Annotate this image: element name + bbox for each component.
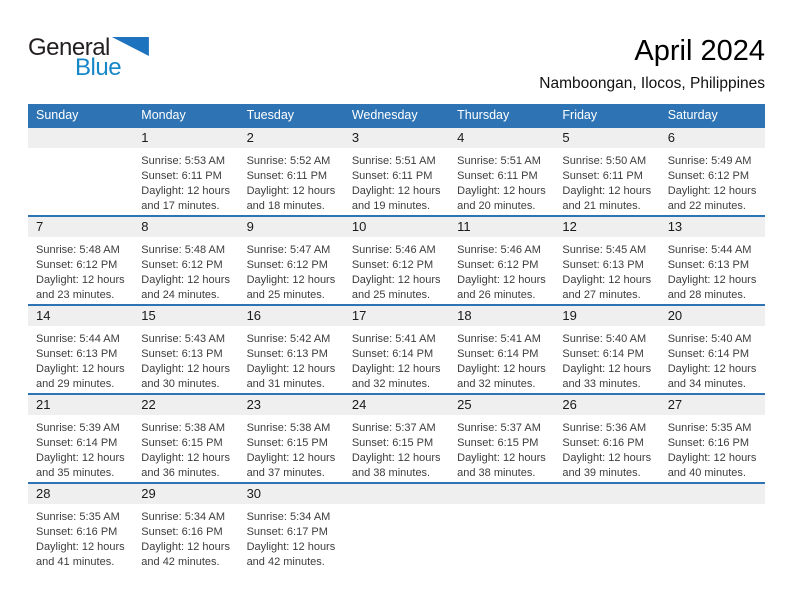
sunrise-text: Sunrise: 5:35 AM bbox=[36, 511, 120, 523]
day-cell-2 bbox=[239, 127, 344, 216]
daylight-text: Daylight: 12 hours bbox=[246, 452, 336, 464]
sunset-text: Sunset: 6:12 PM bbox=[667, 170, 750, 182]
week-row-2 bbox=[28, 216, 765, 305]
daylight-text-cont: and 21 minutes. bbox=[562, 200, 641, 212]
daylight-text: Daylight: 12 hours bbox=[457, 452, 546, 464]
day-number-7: 7 bbox=[28, 217, 133, 237]
empty-day-cell bbox=[449, 483, 554, 571]
sunrise-text: Sunrise: 5:40 AM bbox=[562, 333, 647, 345]
daylight-text: Daylight: 12 hours bbox=[36, 452, 125, 464]
sunrise-text: Sunrise: 5:37 AM bbox=[457, 422, 541, 434]
day-number-18: 18 bbox=[449, 306, 554, 326]
daylight-text-cont: and 36 minutes. bbox=[141, 467, 220, 479]
day-details-11 bbox=[449, 237, 554, 303]
day-cell-14 bbox=[28, 305, 133, 394]
empty-day-cell bbox=[554, 483, 659, 571]
day-number-8: 8 bbox=[133, 217, 238, 237]
daylight-text-cont: and 23 minutes. bbox=[36, 289, 115, 301]
daylight-text-cont: and 29 minutes. bbox=[36, 378, 115, 390]
sunset-text: Sunset: 6:15 PM bbox=[351, 437, 434, 449]
week-row-4 bbox=[28, 394, 765, 483]
day-cell-3 bbox=[344, 127, 449, 216]
day-number-21: 21 bbox=[28, 395, 133, 415]
day-header-friday: Friday bbox=[554, 104, 659, 127]
daylight-text: Daylight: 12 hours bbox=[667, 274, 757, 286]
sunset-text: Sunset: 6:12 PM bbox=[141, 259, 223, 271]
day-details-16 bbox=[239, 326, 344, 392]
day-details-1 bbox=[133, 148, 238, 214]
day-details-4 bbox=[449, 148, 554, 214]
day-of-week-row bbox=[28, 104, 765, 127]
daylight-text: Daylight: 12 hours bbox=[246, 363, 336, 375]
day-number-19: 19 bbox=[554, 306, 659, 326]
day-cell-24 bbox=[344, 394, 449, 483]
empty-band bbox=[28, 128, 133, 148]
daylight-text-cont: and 25 minutes. bbox=[246, 289, 325, 301]
daylight-text-cont: and 19 minutes. bbox=[351, 200, 431, 212]
day-header-wednesday: Wednesday bbox=[344, 104, 449, 127]
day-number-15: 15 bbox=[133, 306, 238, 326]
daylight-text: Daylight: 12 hours bbox=[351, 274, 441, 286]
empty-band bbox=[449, 484, 554, 504]
day-details-10 bbox=[344, 237, 449, 303]
daylight-text: Daylight: 12 hours bbox=[667, 185, 757, 197]
daylight-text: Daylight: 12 hours bbox=[141, 185, 230, 197]
general-blue-logo bbox=[28, 36, 149, 80]
sunset-text: Sunset: 6:11 PM bbox=[351, 170, 433, 182]
daylight-text-cont: and 39 minutes. bbox=[562, 467, 641, 479]
day-details-19 bbox=[554, 326, 659, 392]
sunrise-text: Sunrise: 5:35 AM bbox=[667, 422, 752, 434]
daylight-text: Daylight: 12 hours bbox=[457, 274, 546, 286]
day-details-30 bbox=[239, 504, 344, 570]
daylight-text-cont: and 27 minutes. bbox=[562, 289, 641, 301]
calendar-body bbox=[28, 127, 765, 571]
day-details-12 bbox=[554, 237, 659, 303]
empty-day-cell bbox=[28, 127, 133, 216]
daylight-text: Daylight: 12 hours bbox=[667, 452, 757, 464]
daylight-text-cont: and 37 minutes. bbox=[246, 467, 325, 479]
daylight-text-cont: and 33 minutes. bbox=[562, 378, 641, 390]
day-cell-1 bbox=[133, 127, 238, 216]
day-details-27 bbox=[660, 415, 765, 481]
daylight-text: Daylight: 12 hours bbox=[667, 363, 757, 375]
calendar-head bbox=[28, 104, 765, 127]
day-header-tuesday: Tuesday bbox=[239, 104, 344, 127]
daylight-text-cont: and 30 minutes. bbox=[141, 378, 220, 390]
week-row-3 bbox=[28, 305, 765, 394]
empty-day-cell bbox=[344, 483, 449, 571]
day-details-5 bbox=[554, 148, 659, 214]
daylight-text-cont: and 41 minutes. bbox=[36, 556, 115, 568]
day-cell-16 bbox=[239, 305, 344, 394]
sunset-text: Sunset: 6:16 PM bbox=[141, 526, 223, 538]
day-cell-6 bbox=[660, 127, 765, 216]
sunset-text: Sunset: 6:17 PM bbox=[246, 526, 328, 538]
daylight-text-cont: and 42 minutes. bbox=[141, 556, 220, 568]
sunset-text: Sunset: 6:14 PM bbox=[562, 348, 644, 360]
daylight-text: Daylight: 12 hours bbox=[141, 363, 230, 375]
day-cell-5 bbox=[554, 127, 659, 216]
day-number-6: 6 bbox=[660, 128, 765, 148]
day-number-25: 25 bbox=[449, 395, 554, 415]
sunset-text: Sunset: 6:13 PM bbox=[562, 259, 644, 271]
day-number-10: 10 bbox=[344, 217, 449, 237]
day-number-4: 4 bbox=[449, 128, 554, 148]
sunset-text: Sunset: 6:12 PM bbox=[246, 259, 328, 271]
day-details-29 bbox=[133, 504, 238, 570]
sunrise-text: Sunrise: 5:39 AM bbox=[36, 422, 120, 434]
day-number-9: 9 bbox=[239, 217, 344, 237]
day-details-17 bbox=[344, 326, 449, 392]
location-subtitle: Namboongan, Ilocos, Philippines bbox=[539, 74, 765, 92]
daylight-text-cont: and 32 minutes. bbox=[351, 378, 431, 390]
day-details-26 bbox=[554, 415, 659, 481]
daylight-text: Daylight: 12 hours bbox=[246, 185, 336, 197]
day-number-28: 28 bbox=[28, 484, 133, 504]
day-details-18 bbox=[449, 326, 554, 392]
daylight-text-cont: and 38 minutes. bbox=[457, 467, 536, 479]
day-details-21 bbox=[28, 415, 133, 481]
day-cell-28 bbox=[28, 483, 133, 571]
sunset-text: Sunset: 6:13 PM bbox=[141, 348, 223, 360]
empty-band bbox=[660, 484, 765, 504]
page-header bbox=[28, 36, 765, 93]
daylight-text: Daylight: 12 hours bbox=[457, 185, 546, 197]
day-cell-26 bbox=[554, 394, 659, 483]
day-number-26: 26 bbox=[554, 395, 659, 415]
day-number-27: 27 bbox=[660, 395, 765, 415]
sunrise-text: Sunrise: 5:48 AM bbox=[36, 244, 120, 256]
day-cell-18 bbox=[449, 305, 554, 394]
day-details-7 bbox=[28, 237, 133, 303]
day-number-22: 22 bbox=[133, 395, 238, 415]
day-details-22 bbox=[133, 415, 238, 481]
day-number-1: 1 bbox=[133, 128, 238, 148]
sunset-text: Sunset: 6:16 PM bbox=[36, 526, 118, 538]
day-cell-4 bbox=[449, 127, 554, 216]
sunset-text: Sunset: 6:14 PM bbox=[667, 348, 750, 360]
daylight-text: Daylight: 12 hours bbox=[36, 363, 125, 375]
day-details-2 bbox=[239, 148, 344, 214]
daylight-text-cont: and 42 minutes. bbox=[246, 556, 325, 568]
sunset-text: Sunset: 6:13 PM bbox=[36, 348, 118, 360]
daylight-text: Daylight: 12 hours bbox=[141, 541, 230, 553]
day-number-29: 29 bbox=[133, 484, 238, 504]
day-cell-25 bbox=[449, 394, 554, 483]
daylight-text-cont: and 35 minutes. bbox=[36, 467, 115, 479]
calendar-table bbox=[28, 104, 765, 571]
day-number-12: 12 bbox=[554, 217, 659, 237]
sunrise-text: Sunrise: 5:48 AM bbox=[141, 244, 226, 256]
sunrise-text: Sunrise: 5:46 AM bbox=[457, 244, 541, 256]
daylight-text-cont: and 25 minutes. bbox=[351, 289, 431, 301]
sunset-text: Sunset: 6:14 PM bbox=[36, 437, 118, 449]
daylight-text: Daylight: 12 hours bbox=[457, 363, 546, 375]
logo-text-general: General bbox=[28, 34, 110, 61]
daylight-text-cont: and 20 minutes. bbox=[457, 200, 536, 212]
empty-day-cell bbox=[660, 483, 765, 571]
daylight-text-cont: and 28 minutes. bbox=[667, 289, 746, 301]
day-header-sunday: Sunday bbox=[28, 104, 133, 127]
day-number-13: 13 bbox=[660, 217, 765, 237]
day-cell-11 bbox=[449, 216, 554, 305]
sunrise-text: Sunrise: 5:52 AM bbox=[246, 155, 331, 167]
day-cell-7 bbox=[28, 216, 133, 305]
sunrise-text: Sunrise: 5:38 AM bbox=[141, 422, 226, 434]
sunset-text: Sunset: 6:14 PM bbox=[457, 348, 539, 360]
week-row-5 bbox=[28, 483, 765, 571]
day-cell-17 bbox=[344, 305, 449, 394]
sunrise-text: Sunrise: 5:40 AM bbox=[667, 333, 752, 345]
day-cell-20 bbox=[660, 305, 765, 394]
day-cell-19 bbox=[554, 305, 659, 394]
day-cell-12 bbox=[554, 216, 659, 305]
sunset-text: Sunset: 6:15 PM bbox=[457, 437, 539, 449]
sunset-text: Sunset: 6:13 PM bbox=[246, 348, 328, 360]
day-number-30: 30 bbox=[239, 484, 344, 504]
sunset-text: Sunset: 6:12 PM bbox=[36, 259, 118, 271]
sunrise-text: Sunrise: 5:36 AM bbox=[562, 422, 647, 434]
day-details-23 bbox=[239, 415, 344, 481]
sunset-text: Sunset: 6:14 PM bbox=[351, 348, 434, 360]
page-title: April 2024 bbox=[634, 35, 765, 67]
sunset-text: Sunset: 6:15 PM bbox=[141, 437, 223, 449]
sunset-text: Sunset: 6:12 PM bbox=[457, 259, 539, 271]
day-cell-30 bbox=[239, 483, 344, 571]
sunrise-text: Sunrise: 5:46 AM bbox=[351, 244, 436, 256]
sunrise-text: Sunrise: 5:42 AM bbox=[246, 333, 331, 345]
daylight-text-cont: and 18 minutes. bbox=[246, 200, 325, 212]
daylight-text-cont: and 38 minutes. bbox=[351, 467, 431, 479]
day-number-23: 23 bbox=[239, 395, 344, 415]
daylight-text: Daylight: 12 hours bbox=[141, 452, 230, 464]
sunrise-text: Sunrise: 5:34 AM bbox=[246, 511, 331, 523]
sunset-text: Sunset: 6:13 PM bbox=[667, 259, 750, 271]
day-cell-13 bbox=[660, 216, 765, 305]
day-header-saturday: Saturday bbox=[660, 104, 765, 127]
sunrise-text: Sunrise: 5:50 AM bbox=[562, 155, 647, 167]
empty-band bbox=[554, 484, 659, 504]
daylight-text: Daylight: 12 hours bbox=[36, 274, 125, 286]
daylight-text-cont: and 22 minutes. bbox=[667, 200, 746, 212]
day-number-17: 17 bbox=[344, 306, 449, 326]
empty-band bbox=[344, 484, 449, 504]
sunrise-text: Sunrise: 5:41 AM bbox=[457, 333, 541, 345]
title-block bbox=[539, 36, 765, 93]
daylight-text-cont: and 26 minutes. bbox=[457, 289, 536, 301]
sunset-text: Sunset: 6:16 PM bbox=[562, 437, 644, 449]
sunset-text: Sunset: 6:16 PM bbox=[667, 437, 750, 449]
daylight-text: Daylight: 12 hours bbox=[562, 363, 652, 375]
daylight-text-cont: and 40 minutes. bbox=[667, 467, 746, 479]
sunset-text: Sunset: 6:15 PM bbox=[246, 437, 328, 449]
sunrise-text: Sunrise: 5:34 AM bbox=[141, 511, 226, 523]
day-cell-22 bbox=[133, 394, 238, 483]
day-details-20 bbox=[660, 326, 765, 392]
sunrise-text: Sunrise: 5:44 AM bbox=[36, 333, 120, 345]
day-details-3 bbox=[344, 148, 449, 214]
sunset-text: Sunset: 6:11 PM bbox=[246, 170, 328, 182]
day-details-25 bbox=[449, 415, 554, 481]
daylight-text: Daylight: 12 hours bbox=[36, 541, 125, 553]
day-number-14: 14 bbox=[28, 306, 133, 326]
day-cell-21 bbox=[28, 394, 133, 483]
week-row-1 bbox=[28, 127, 765, 216]
daylight-text: Daylight: 12 hours bbox=[351, 363, 441, 375]
daylight-text-cont: and 31 minutes. bbox=[246, 378, 325, 390]
daylight-text: Daylight: 12 hours bbox=[141, 274, 230, 286]
daylight-text: Daylight: 12 hours bbox=[351, 452, 441, 464]
daylight-text-cont: and 34 minutes. bbox=[667, 378, 746, 390]
daylight-text-cont: and 24 minutes. bbox=[141, 289, 220, 301]
daylight-text-cont: and 32 minutes. bbox=[457, 378, 536, 390]
day-cell-29 bbox=[133, 483, 238, 571]
sunrise-text: Sunrise: 5:43 AM bbox=[141, 333, 226, 345]
sunrise-text: Sunrise: 5:47 AM bbox=[246, 244, 331, 256]
sunrise-text: Sunrise: 5:38 AM bbox=[246, 422, 331, 434]
day-number-3: 3 bbox=[344, 128, 449, 148]
day-details-9 bbox=[239, 237, 344, 303]
day-number-16: 16 bbox=[239, 306, 344, 326]
sunset-text: Sunset: 6:11 PM bbox=[457, 170, 538, 182]
daylight-text: Daylight: 12 hours bbox=[246, 541, 336, 553]
day-details-15 bbox=[133, 326, 238, 392]
day-number-2: 2 bbox=[239, 128, 344, 148]
sunrise-text: Sunrise: 5:51 AM bbox=[457, 155, 541, 167]
daylight-text: Daylight: 12 hours bbox=[562, 185, 652, 197]
day-cell-10 bbox=[344, 216, 449, 305]
day-details-28 bbox=[28, 504, 133, 570]
logo-text-blue: Blue bbox=[75, 54, 122, 81]
daylight-text-cont: and 17 minutes. bbox=[141, 200, 220, 212]
day-cell-8 bbox=[133, 216, 238, 305]
sunset-text: Sunset: 6:12 PM bbox=[351, 259, 434, 271]
day-number-11: 11 bbox=[449, 217, 554, 237]
day-details-8 bbox=[133, 237, 238, 303]
sunrise-text: Sunrise: 5:49 AM bbox=[667, 155, 752, 167]
sunset-text: Sunset: 6:11 PM bbox=[141, 170, 222, 182]
sunrise-text: Sunrise: 5:41 AM bbox=[351, 333, 436, 345]
day-details-13 bbox=[660, 237, 765, 303]
day-details-14 bbox=[28, 326, 133, 392]
sunrise-text: Sunrise: 5:53 AM bbox=[141, 155, 226, 167]
sunrise-text: Sunrise: 5:51 AM bbox=[351, 155, 436, 167]
sunrise-text: Sunrise: 5:44 AM bbox=[667, 244, 752, 256]
day-cell-23 bbox=[239, 394, 344, 483]
sunrise-text: Sunrise: 5:37 AM bbox=[351, 422, 436, 434]
daylight-text: Daylight: 12 hours bbox=[246, 274, 336, 286]
day-number-20: 20 bbox=[660, 306, 765, 326]
day-header-monday: Monday bbox=[133, 104, 238, 127]
daylight-text: Daylight: 12 hours bbox=[351, 185, 441, 197]
day-details-24 bbox=[344, 415, 449, 481]
sunset-text: Sunset: 6:11 PM bbox=[562, 170, 643, 182]
day-details-6 bbox=[660, 148, 765, 214]
daylight-text: Daylight: 12 hours bbox=[562, 274, 652, 286]
day-number-5: 5 bbox=[554, 128, 659, 148]
day-header-thursday: Thursday bbox=[449, 104, 554, 127]
day-number-24: 24 bbox=[344, 395, 449, 415]
day-cell-9 bbox=[239, 216, 344, 305]
day-cell-15 bbox=[133, 305, 238, 394]
day-cell-27 bbox=[660, 394, 765, 483]
daylight-text: Daylight: 12 hours bbox=[562, 452, 652, 464]
sunrise-text: Sunrise: 5:45 AM bbox=[562, 244, 647, 256]
